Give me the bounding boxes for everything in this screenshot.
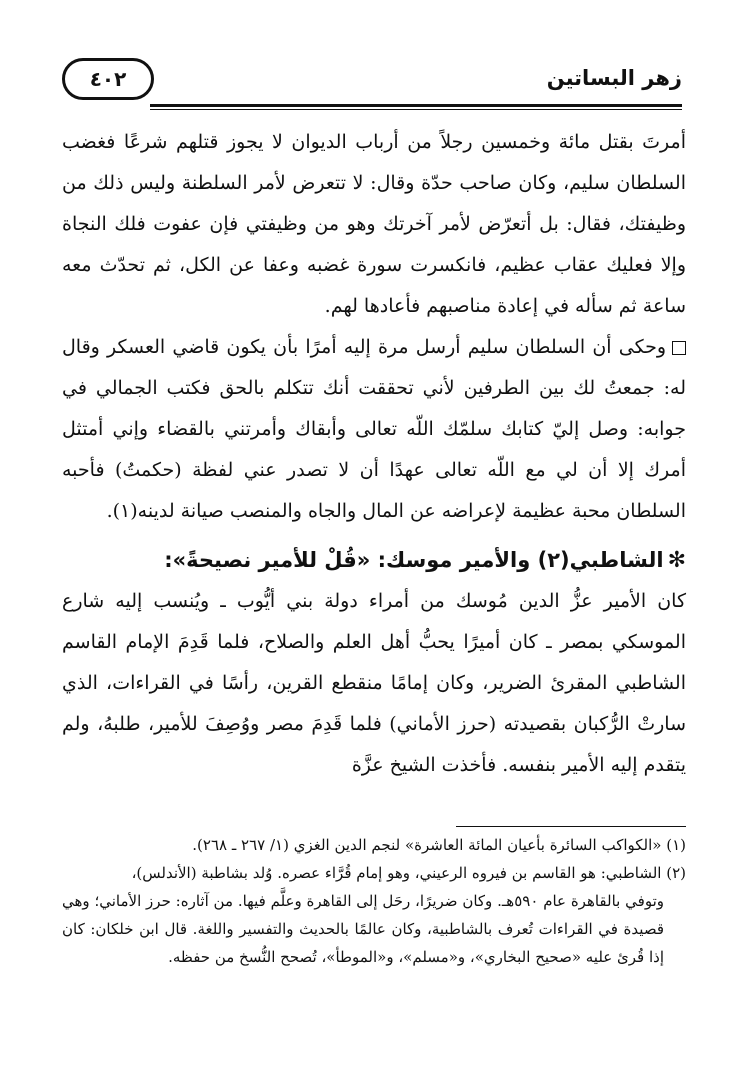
footnote-2-continued: وتوفي بالقاهرة عام ٥٩٠هـ. وكان ضريرًا، رحَل إلى القاهرة وعلَّم فيها. من آثاره: حرز الأماني؛ وهي قصيدة في القراءات تُعرف بالشاطبية، وكان عالمًا بالحديث والتفسير واللغة. قال ابن خلكان: كان إذا قُرئ عليه «صحيح البخاري»، و«مسلم»، و«الموطأ»، تُصحح النُّسخ من حفظه. xyxy=(62,892,664,966)
section-heading xyxy=(62,540,686,581)
running-header xyxy=(62,46,682,108)
square-bullet-icon xyxy=(672,341,686,355)
book-title: زهر البساتين xyxy=(546,66,682,90)
main-text xyxy=(62,122,686,786)
paragraph-2 xyxy=(62,327,686,532)
section-heading-text: الشاطبي(٢) والأمير موسك: «قُلْ للأمير نصيحةً»: xyxy=(164,548,664,572)
header-rule xyxy=(150,104,682,107)
paragraph-3: كان الأمير عزُّ الدين مُوسك من أمراء دولة بني أيُّوب ـ ويُنسب إليه شارع الموسكي بمصر ـ كان أميرًا يحبُّ أهل العلم والصلاح، فلما قَدِمَ الإمام القاسم الشاطبي المقرئ الضرير، وكان إمامًا منقطع القرين، رأسًا في القراءات، الذي سارتْ الرُّكبان بقصيدته (حرز الأماني) فلما قَدِمَ مصر ووُصِفَ للأمير، طلبهُ، ولم يتقدم إليه الأمير بنفسه. فأخذت الشيخ عزَّة xyxy=(62,590,686,776)
paragraph-2-text: وحكى أن السلطان سليم أرسل مرة إليه أمرًا بأن يكون قاضي العسكر وقال له: جمعتُ لك بين الطرفين لأني تحققت أنك تتكلم بالحق فكتب الجمالي في جوابه: وصل إليّ كتابك سلمّك اللّه تعالى وأبقاك وأمرتني بالقضاء وإني أمتثل أمرك إلا أن لي مع اللّه تعالى عهدًا أن لا تصدر عني لفظة (حكمتُ) فأحبه السلطان محبة عظيمة لإعراضه عن المال والجاه والمنصب صيانة لدينه(١). xyxy=(62,336,686,522)
footnote-2: (٢) الشاطبي: هو القاسم بن فيروه الرعيني، وهو إمام قُرَّاء عصره. وُلد بشاطبة (الأندلس)، xyxy=(131,864,686,882)
header-rule-thin xyxy=(150,109,682,110)
footnote-1: (١) «الكواكب السائرة بأعيان المائة العاشرة» لنجم الدين الغزي (١/ ٢٦٧ ـ ٢٦٨). xyxy=(192,836,686,854)
asterisk-icon: ✻ xyxy=(667,548,686,573)
page-number: ٤٠٢ xyxy=(62,58,154,100)
footnotes xyxy=(62,826,686,971)
footnote-rule xyxy=(456,826,686,827)
paragraph-1: أمرتَ بقتل مائة وخمسين رجلاً من أرباب الديوان لا يجوز قتلهم شرعًا فغضب السلطان سليم، وكان صاحب حدّة وقال: لا تتعرض لأمر السلطنة وليس ذلك من وظيفتك، فقال: بل أتعرّض لأمر آخرتك وهو من وظيفتي فإن عفوت فلك النجاة وإلا فعليك عقاب عظيم، فانكسرت سورة غضبه وعفا عن الكل، ثم تحدّث معه ساعة ثم سأله في إعادة مناصبهم فأعادها لهم. xyxy=(62,131,686,317)
